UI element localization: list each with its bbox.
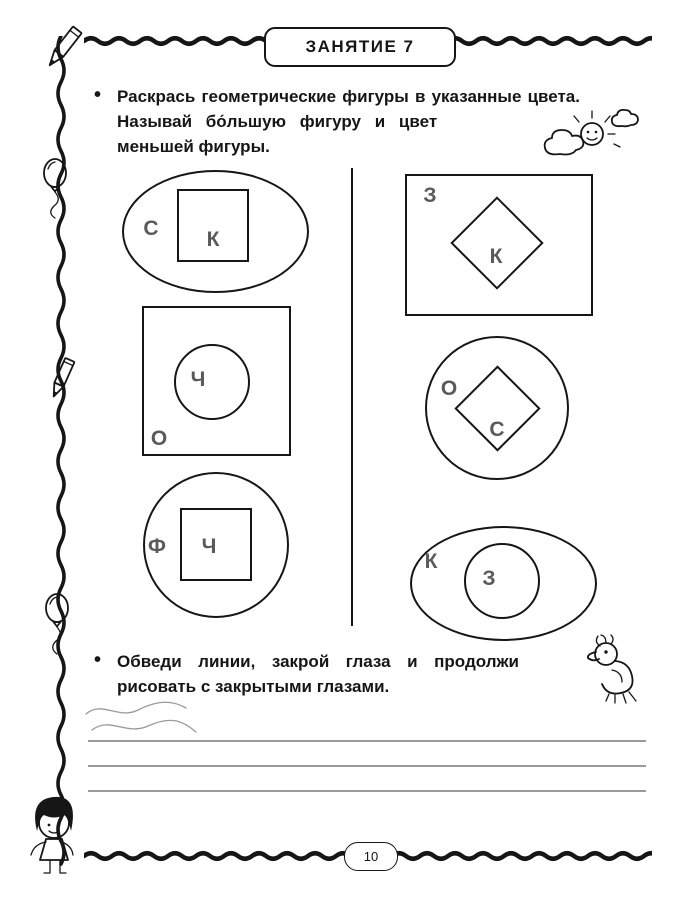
task-text-line: Обведи линии, закрой глаза и продолжи — [117, 652, 519, 671]
inner-circle — [464, 543, 540, 619]
outer-letter: Ф — [148, 535, 166, 558]
outer-letter: О — [440, 377, 458, 400]
pencil-icon — [36, 20, 90, 80]
task-1-bullet: • — [94, 84, 102, 106]
girl-icon — [12, 783, 98, 895]
figure-ellipse-with-square — [122, 170, 309, 293]
inner-circle — [174, 344, 250, 420]
figure-square-with-diamond — [405, 174, 593, 316]
page-number-badge — [344, 842, 398, 871]
inner-letter: Ч — [190, 368, 206, 391]
bird-icon — [584, 634, 650, 706]
outer-letter: К — [424, 550, 438, 573]
figure-square-with-circle — [142, 306, 291, 456]
task-2-bullet: • — [94, 649, 102, 671]
inner-letter: К — [489, 245, 503, 268]
column-divider — [351, 168, 353, 626]
writing-line — [88, 740, 646, 742]
balloon-icon — [40, 590, 76, 656]
page-number: 10 — [363, 849, 379, 864]
outer-letter: О — [150, 427, 168, 450]
task-text-line: Называй бо́льшую фигуру и цвет — [117, 112, 438, 131]
task-text-line: меньшей фигуры. — [117, 137, 270, 156]
figure-circle-with-square — [143, 472, 289, 618]
outer-letter: С — [143, 217, 159, 240]
outer-letter: З — [423, 184, 437, 207]
writing-line — [88, 765, 646, 767]
inner-letter: З — [482, 567, 496, 590]
figure-circle-with-diamond — [425, 336, 569, 480]
inner-letter: К — [206, 228, 220, 251]
task-2-text — [117, 649, 519, 699]
task-text-line: Раскрась геометрические фигуры в указанные цвета. — [117, 87, 580, 106]
pencil-icon — [40, 352, 82, 410]
inner-letter: Ч — [201, 535, 217, 558]
figure-ellipse-with-circle — [410, 526, 597, 641]
inner-letter: С — [489, 418, 505, 441]
writing-line — [88, 790, 646, 792]
lesson-title-badge — [264, 27, 456, 67]
task-text-line: рисовать с закрытыми глазами. — [117, 677, 390, 696]
lesson-title: ЗАНЯТИЕ 7 — [305, 37, 415, 56]
balloon-icon — [38, 156, 74, 220]
task-1-text — [117, 84, 580, 159]
